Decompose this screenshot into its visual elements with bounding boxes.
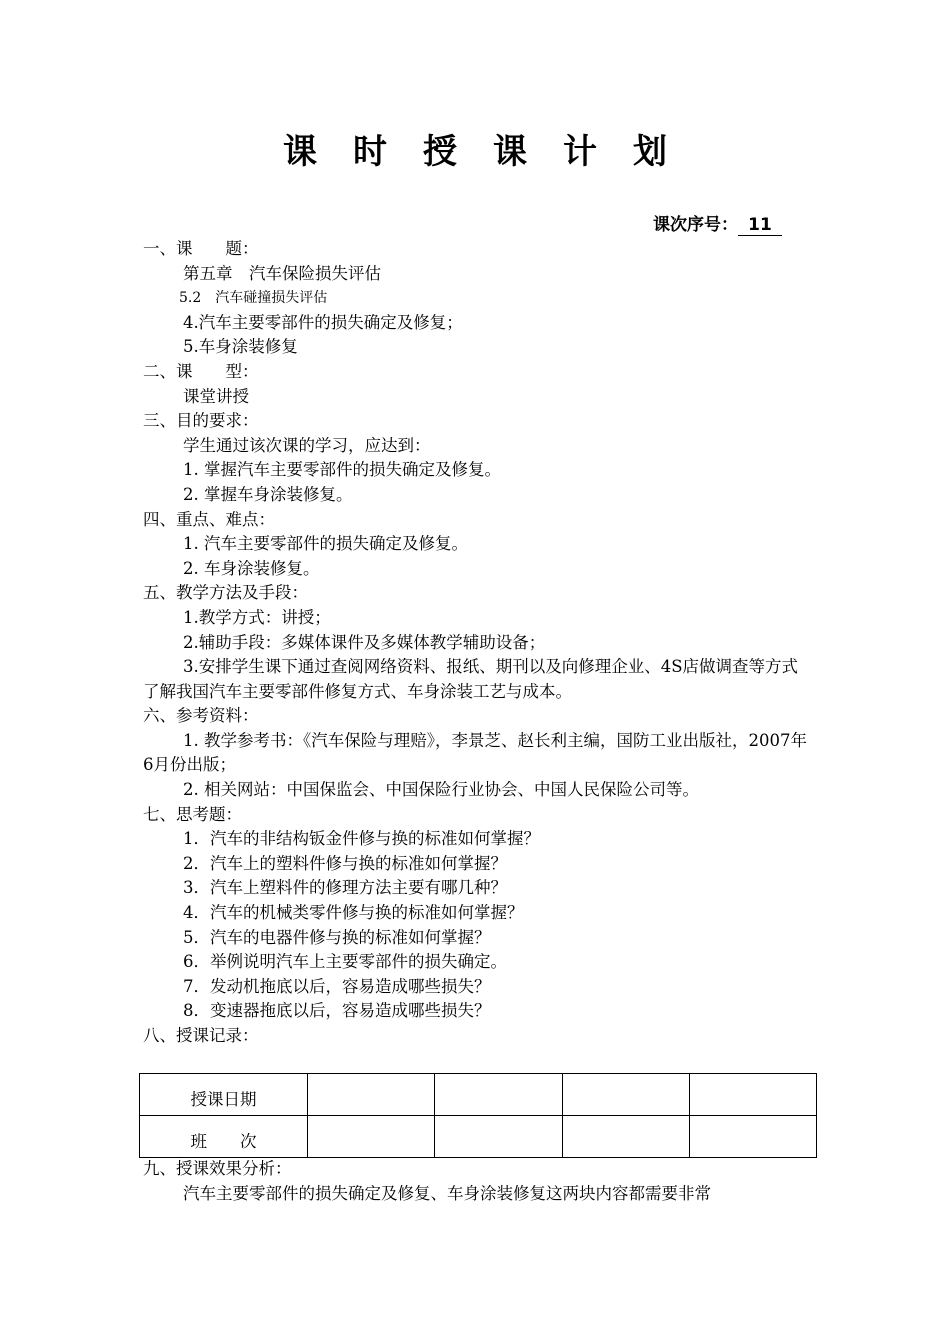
page-title: 课时授课计划 <box>283 132 703 172</box>
table-cell <box>435 1074 562 1116</box>
teaching-record-table <box>139 1073 817 1158</box>
table-cell <box>562 1116 689 1158</box>
key-item-1: 1. 汽车主要零部件的损失确定及修复。 <box>183 534 468 554</box>
type-label: 二、课 型： <box>143 361 259 381</box>
questions-label: 七、思考题： <box>143 804 242 824</box>
reference-label: 六、参考资料： <box>143 706 259 726</box>
topic-item-1: 4.汽车主要零部件的损失确定及修复； <box>183 312 463 332</box>
table-row <box>140 1074 817 1116</box>
record-class-label: 班 次 <box>140 1116 308 1158</box>
table-cell <box>562 1074 689 1116</box>
method-label: 五、教学方法及手段： <box>143 583 308 603</box>
table-cell <box>689 1116 816 1158</box>
table-cell <box>689 1074 816 1116</box>
table-cell <box>308 1116 435 1158</box>
serial-number: 11 <box>738 215 782 236</box>
record-date-label: 授课日期 <box>140 1074 308 1116</box>
topic-subsection: 5.2 汽车碰撞损失评估 <box>179 290 328 307</box>
effect-text: 汽车主要零部件的损失确定及修复、车身涂装修复这两块内容都需要非常 <box>183 1183 711 1203</box>
question-item: 1．汽车的非结构钣金件修与换的标准如何掌握？ <box>183 829 540 849</box>
goal-item-2: 2. 掌握车身涂装修复。 <box>183 484 353 504</box>
table-cell <box>435 1116 562 1158</box>
question-item: 7．发动机拖底以后，容易造成哪些损失？ <box>183 976 491 996</box>
reference-item-2: 2. 相关网站：中国保监会、中国保险行业协会、中国人民保险公司等。 <box>183 780 699 800</box>
topic-chapter: 第五章 汽车保险损失评估 <box>183 263 381 283</box>
method-item-2: 2.辅助手段：多媒体课件及多媒体教学辅助设备； <box>183 632 546 652</box>
effect-label: 九、授课效果分析： <box>143 1159 292 1178</box>
table-row <box>140 1116 817 1158</box>
plan-body <box>143 237 808 1049</box>
goal-intro: 学生通过该次课的学习，应达到： <box>183 435 431 455</box>
type-value: 课堂讲授 <box>183 386 249 406</box>
table-cell <box>308 1074 435 1116</box>
serial-label: 课次序号： <box>653 215 738 235</box>
topic-label: 一、课 题： <box>143 239 259 258</box>
question-item: 4．汽车的机械类零件修与换的标准如何掌握？ <box>183 903 524 923</box>
method-item-3: 3.安排学生课下通过查阅网络资料、报纸、期刊以及向修理企业、4S店做调查等方式了解我国汽车主要零部件修复方式、车身涂装工艺与成本。 <box>143 657 799 701</box>
question-item: 8．变速器拖底以后，容易造成哪些损失？ <box>183 1001 491 1021</box>
key-item-2: 2. 车身涂装修复。 <box>183 558 320 578</box>
question-item: 6．举例说明汽车上主要零部件的损失确定。 <box>183 952 507 972</box>
goal-item-1: 1. 掌握汽车主要零部件的损失确定及修复。 <box>183 460 501 480</box>
topic-item-2: 5.车身涂装修复 <box>183 337 298 357</box>
lesson-serial <box>653 212 782 238</box>
key-label: 四、重点、难点： <box>143 509 275 529</box>
method-item-1: 1.教学方式：讲授； <box>183 607 331 627</box>
goal-label: 三、目的要求： <box>143 411 259 431</box>
record-label: 八、授课记录： <box>143 1026 259 1045</box>
question-item: 3．汽车上塑料件的修理方法主要有哪几种？ <box>183 878 507 898</box>
effect-section <box>143 1157 808 1206</box>
reference-item-1: 1. 教学参考书：《汽车保险与理赔》，李景芝、赵长利主编，国防工业出版社，2007年6月份出版； <box>143 730 807 775</box>
question-item: 5．汽车的电器件修与换的标准如何掌握？ <box>183 927 491 947</box>
question-item: 2．汽车上的塑料件修与换的标准如何掌握？ <box>183 853 507 873</box>
